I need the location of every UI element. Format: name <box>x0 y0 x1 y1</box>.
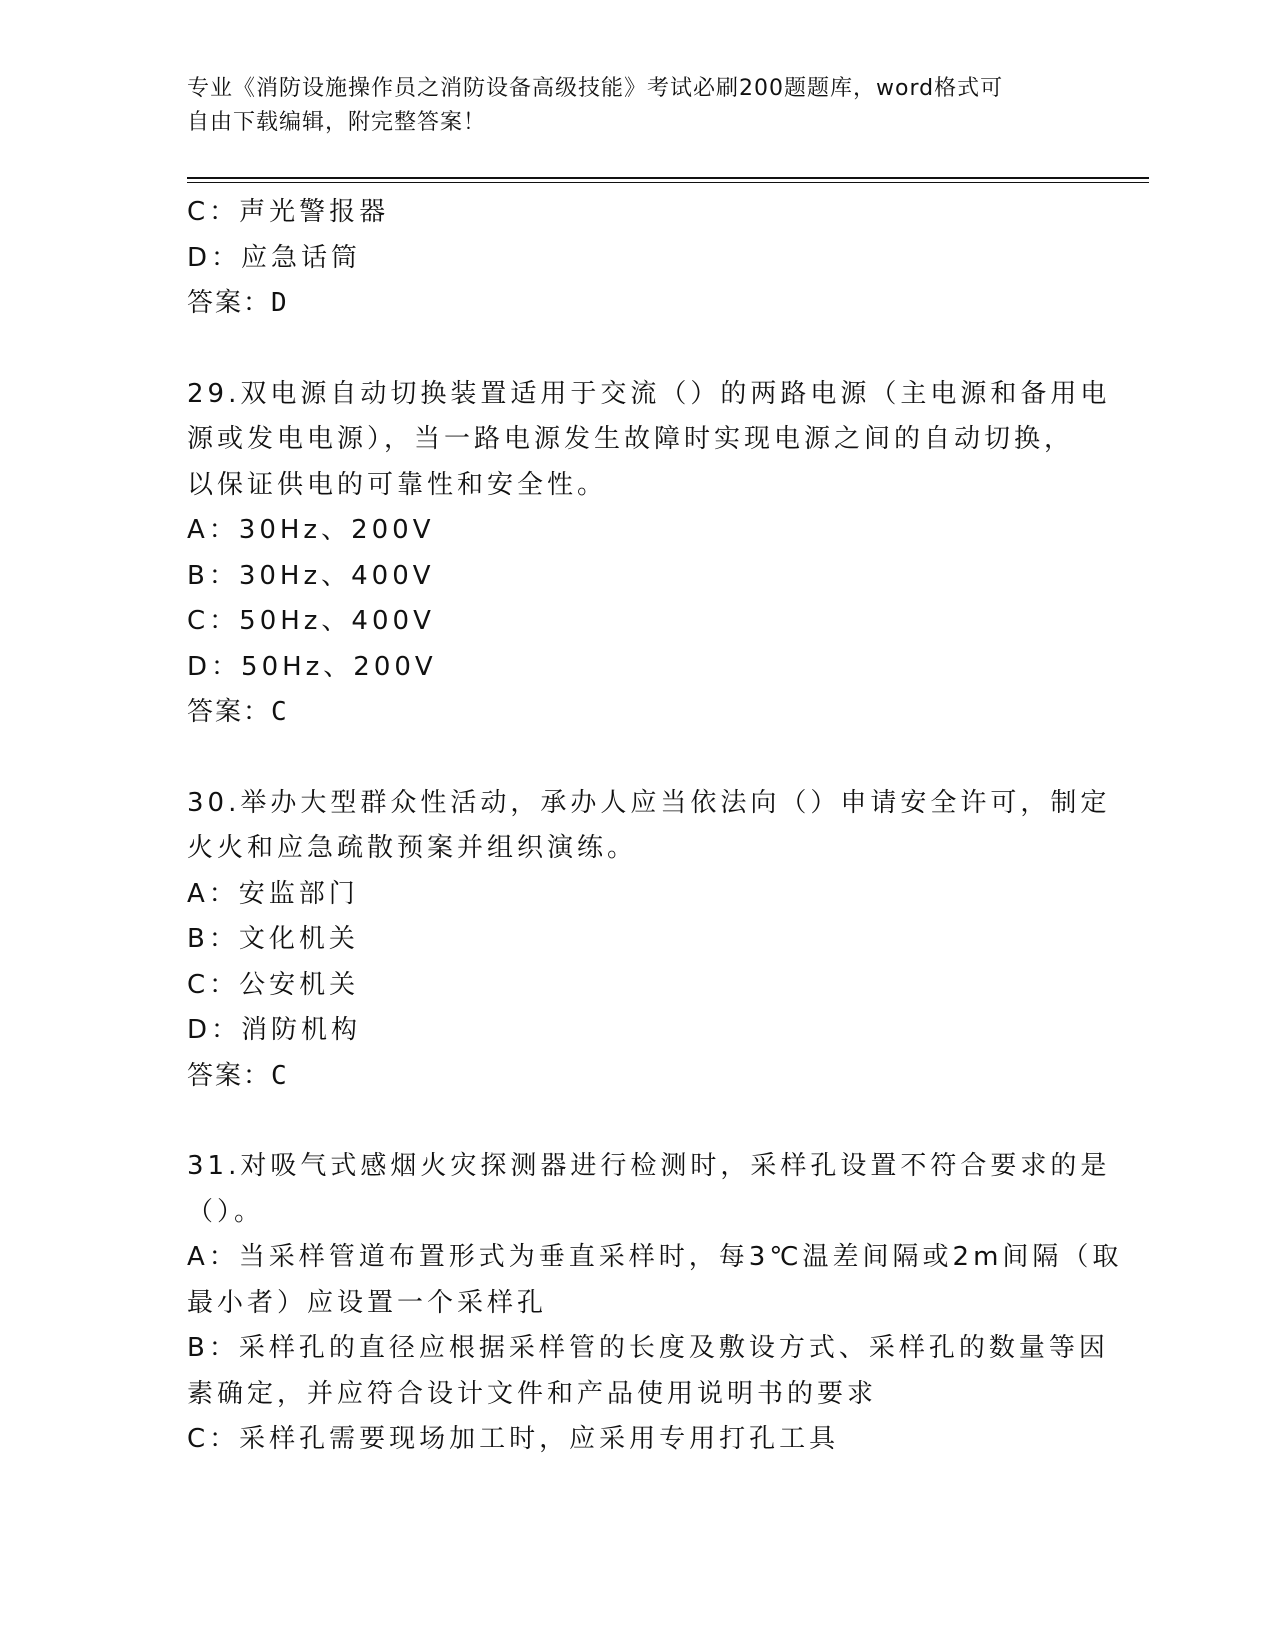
header-divider-thick <box>187 177 1149 179</box>
question-stem: 31.对吸气式感烟火灾探测器进行检测时，采样孔设置不符合要求的是 <box>187 1151 1111 1181</box>
question-31 <box>187 1144 1123 1463</box>
option-c: C：声光警报器 <box>187 197 390 227</box>
option-b: B：文化机关 <box>187 924 359 954</box>
answer: 答案：D <box>187 288 289 318</box>
option-a: A：30Hz、200V <box>187 515 435 545</box>
answer: 答案：C <box>187 697 289 727</box>
option-b: 素确定，并应符合设计文件和产品使用说明书的要求 <box>187 1378 878 1409</box>
option-a: A：安监部门 <box>187 878 359 909</box>
question-30 <box>187 781 1111 1100</box>
question-stem: 源或发电电源），当一路电源发生故障时实现电源之间的自动切换， <box>187 424 1075 454</box>
header-title-line-2: 自由下载编辑，附完整答案！ <box>187 110 487 135</box>
question-28-remainder <box>187 190 1087 327</box>
header-title-line-1: 专业《消防设施操作员之消防设备高级技能》考试必刷200题题库，word格式可 <box>187 76 1004 101</box>
question-content <box>187 190 1123 1463</box>
header-divider-thin <box>187 182 1149 183</box>
question-29 <box>187 372 1111 736</box>
option-d: D：50Hz、200V <box>187 651 437 682</box>
question-stem: 以保证供电的可靠性和安全性。 <box>187 469 608 500</box>
option-d: D：消防机构 <box>187 1015 362 1045</box>
option-b: B：30Hz、400V <box>187 560 435 591</box>
option-d: D：应急话筒 <box>187 242 362 273</box>
option-c: C：采样孔需要现场加工时，应采用专用打孔工具 <box>187 1424 840 1454</box>
option-c: C：50Hz、400V <box>187 606 435 636</box>
option-a: A：当采样管道布置形式为垂直采样时，每3℃温差间隔或2m间隔（取 <box>187 1242 1123 1272</box>
option-a: 最小者）应设置一个采样孔 <box>187 1287 548 1318</box>
answer: 答案：C <box>187 1060 289 1091</box>
question-stem: 29.双电源自动切换装置适用于交流（）的两路电源（主电源和备用电 <box>187 378 1111 409</box>
option-c: C：公安机关 <box>187 969 360 1000</box>
question-stem: 火火和应急疏散预案并组织演练。 <box>187 833 638 863</box>
document-header <box>187 72 1087 140</box>
question-stem: 30.举办大型群众性活动，承办人应当依法向（）申请安全许可，制定 <box>187 787 1111 818</box>
question-stem: （）。 <box>187 1196 265 1227</box>
option-b: B：采样孔的直径应根据采样管的长度及敷设方式、采样孔的数量等因 <box>187 1333 1109 1363</box>
